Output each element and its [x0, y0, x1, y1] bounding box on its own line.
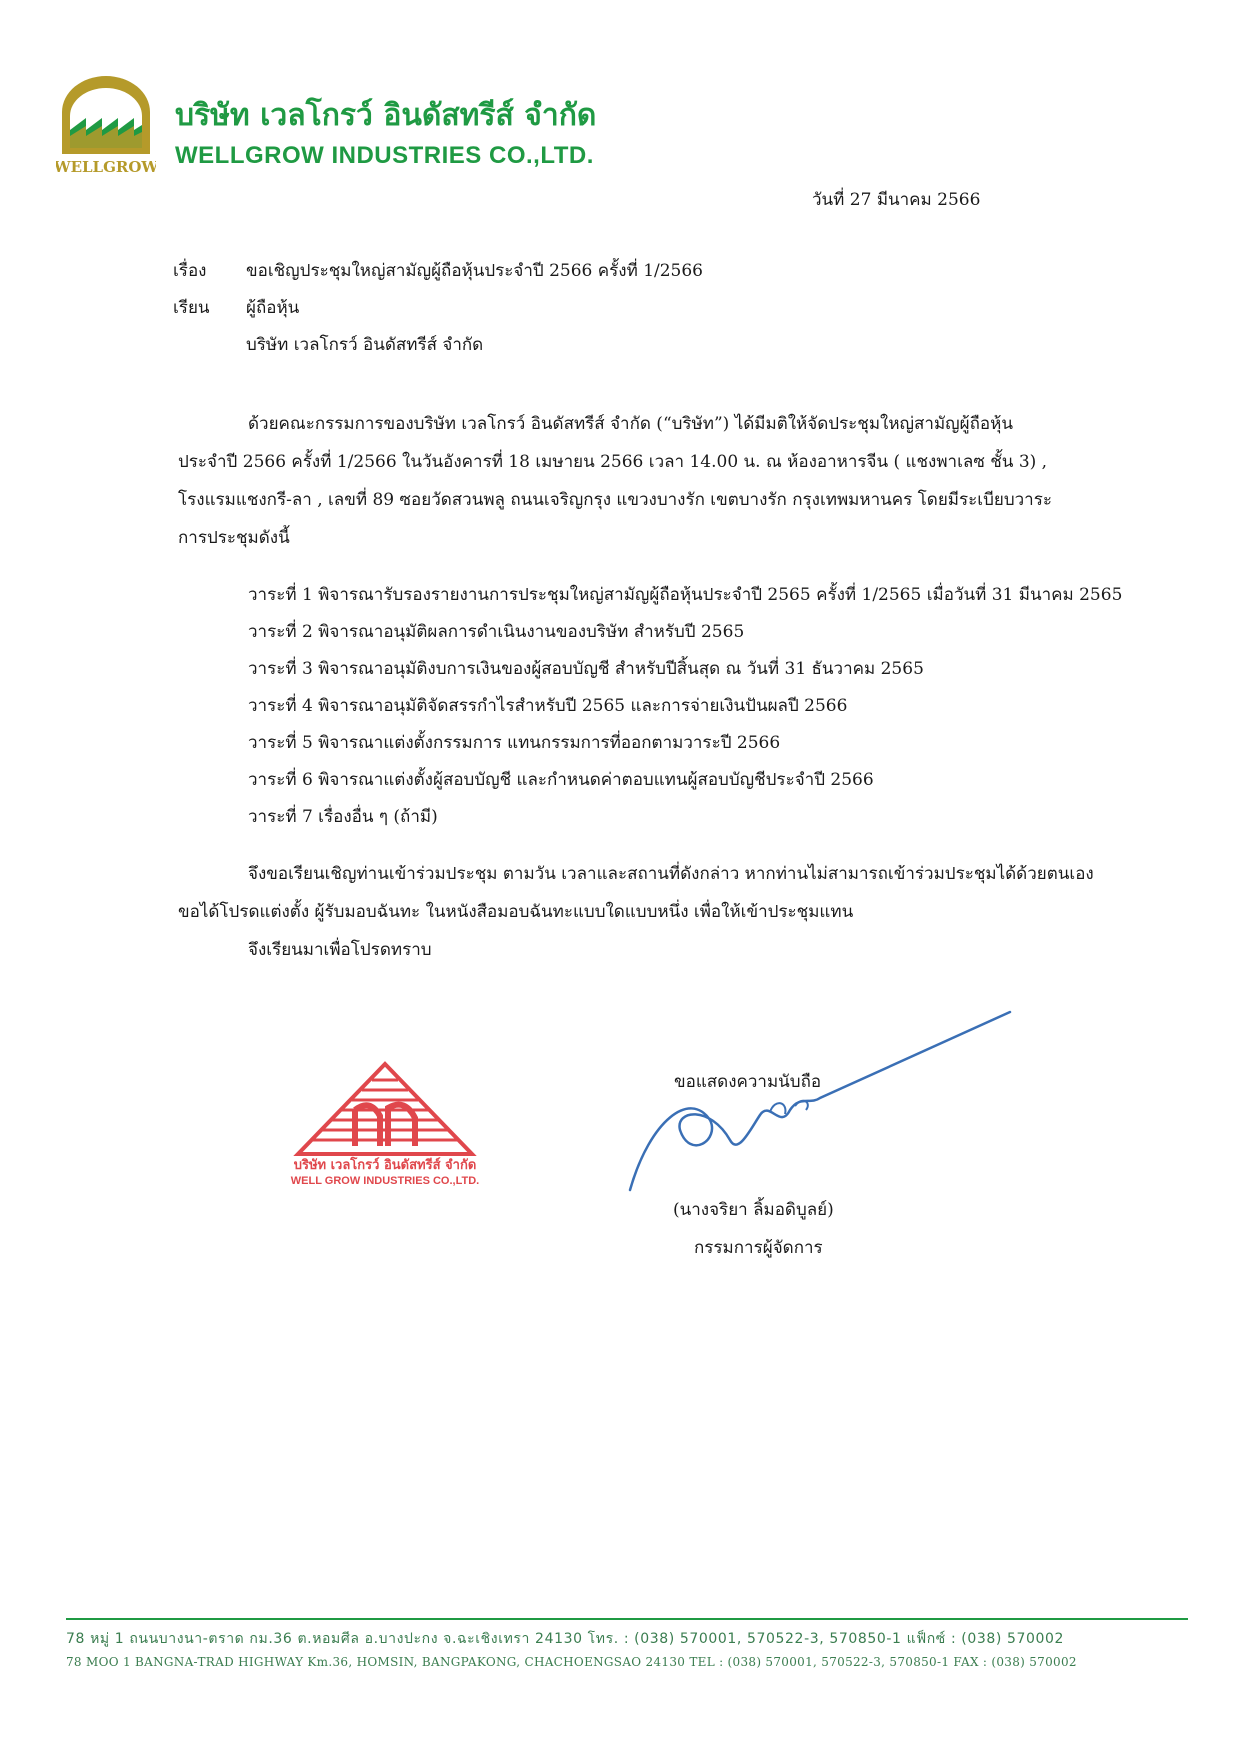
letter-date: วันที่ 27 มีนาคม 2566 — [812, 190, 981, 210]
footer-address-thai: 78 หมู่ 1 ถนนบางนา-ตราด กม.36 ต.หอมศีล อ.บางปะกง จ.ฉะเชิงเทรา 24130 โทร. : (038) 570001, 570522-3, 570850-1 แฟ็กซ์ : (038) 570002 — [66, 1631, 1065, 1647]
agenda-item: วาระที่ 7 เรื่องอื่น ๆ (ถ้ามี) — [248, 807, 438, 827]
paragraph-1-line-4: การประชุมดังนี้ — [178, 528, 290, 548]
to-line-2: บริษัท เวลโกรว์ อินดัสทรีส์ จำกัด — [246, 335, 484, 355]
to-label: เรียน — [173, 298, 210, 318]
svg-text:WELL GROW INDUSTRIES CO.,LTD.: WELL GROW INDUSTRIES CO.,LTD. — [290, 1175, 480, 1187]
svg-text:บริษัท เวลโกรว์ อินดัสทรีส์ จำ: บริษัท เวลโกรว์ อินดัสทรีส์ จำกัด — [293, 1158, 477, 1173]
footer-address-english: 78 MOO 1 BANGNA-TRAD HIGHWAY Km.36, HOMSIN, BANGPAKONG, CHACHOENGSAO 24130 TEL : (038) 570001, 570522-3, 570850-1 FAX : (038) 570002 — [66, 1655, 1077, 1669]
company-name-thai: บริษัท เวลโกรว์ อินดัสทรีส์ จำกัด — [175, 98, 597, 133]
agenda-item: วาระที่ 2 พิจารณาอนุมัติผลการดำเนินงานของบริษัท สำหรับปี 2565 — [248, 622, 745, 642]
agenda-item: วาระที่ 6 พิจารณาแต่งตั้งผู้สอบบัญชี และกำหนดค่าตอบแทนผู้สอบบัญชีประจำปี 2566 — [248, 770, 874, 790]
subject-text: ขอเชิญประชุมใหญ่สามัญผู้ถือหุ้นประจำปี 2566 ครั้งที่ 1/2566 — [246, 261, 703, 281]
footer-divider — [66, 1618, 1188, 1620]
agenda-item: วาระที่ 5 พิจารณาแต่งตั้งกรรมการ แทนกรรมการที่ออกตามวาระปี 2566 — [248, 733, 781, 753]
paragraph-1-line-3: โรงแรมแชงกรี-ลา , เลขที่ 89 ซอยวัดสวนพลู ถนนเจริญกรุง แขวงบางรัก เขตบางรัก กรุงเทพมหานคร โดยมีระเบียบวาระ — [178, 490, 1052, 510]
closing-salutation: ขอแสดงความนับถือ — [674, 1072, 822, 1092]
to-line-1: ผู้ถือหุ้น — [246, 298, 300, 318]
paragraph-1-line-1: ด้วยคณะกรรมการของบริษัท เวลโกรว์ อินดัสทรีส์ จำกัด (“บริษัท”) ได้มีมติให้จัดประชุมใหญ่สามัญผู้ถือหุ้น — [248, 414, 1013, 434]
agenda-item: วาระที่ 1 พิจารณารับรองรายงานการประชุมใหญ่สามัญผู้ถือหุ้นประจำปี 2565 ครั้งที่ 1/2565 เมื่อวันที่ 31 มีนาคม 2565 — [248, 585, 1123, 605]
paragraph-2-line-1: จึงขอเรียนเชิญท่านเข้าร่วมประชุม ตามวัน เวลาและสถานที่ดังกล่าว หากท่านไม่สามารถเข้าร่วมประชุมได้ด้วยตนเอง — [248, 864, 1094, 884]
handwritten-signature — [620, 1010, 1020, 1200]
paragraph-1-line-2: ประจำปี 2566 ครั้งที่ 1/2566 ในวันอังคารที่ 18 เมษายน 2566 เวลา 14.00 น. ณ ห้องอาหารจีน ( แชงพาเลซ ชั้น 3) , — [178, 452, 1048, 472]
company-stamp — [280, 1058, 490, 1188]
closing-sentence: จึงเรียนมาเพื่อโปรดทราบ — [248, 940, 432, 960]
paragraph-2-line-2: ขอได้โปรดแต่งตั้ง ผู้รับมอบฉันทะ ในหนังสือมอบฉันทะแบบใดแบบหนึ่ง เพื่อให้เข้าประชุมแทน — [178, 902, 854, 922]
agenda-item: วาระที่ 3 พิจารณาอนุมัติงบการเงินของผู้สอบบัญชี สำหรับปีสิ้นสุด ณ วันที่ 31 ธันวาคม 2565 — [248, 659, 924, 679]
subject-label: เรื่อง — [173, 261, 207, 281]
signer-position: กรรมการผู้จัดการ — [694, 1238, 823, 1258]
company-name-english: WELLGROW INDUSTRIES CO.,LTD. — [175, 142, 594, 169]
agenda-item: วาระที่ 4 พิจารณาอนุมัติจัดสรรกำไรสำหรับปี 2565 และการจ่ายเงินปันผลปี 2566 — [248, 696, 848, 716]
company-logo — [56, 70, 156, 190]
signer-name: (นางจริยา ลิ้มอดิบูลย์) — [673, 1200, 834, 1220]
svg-text:WELLGROW: WELLGROW — [56, 158, 156, 176]
